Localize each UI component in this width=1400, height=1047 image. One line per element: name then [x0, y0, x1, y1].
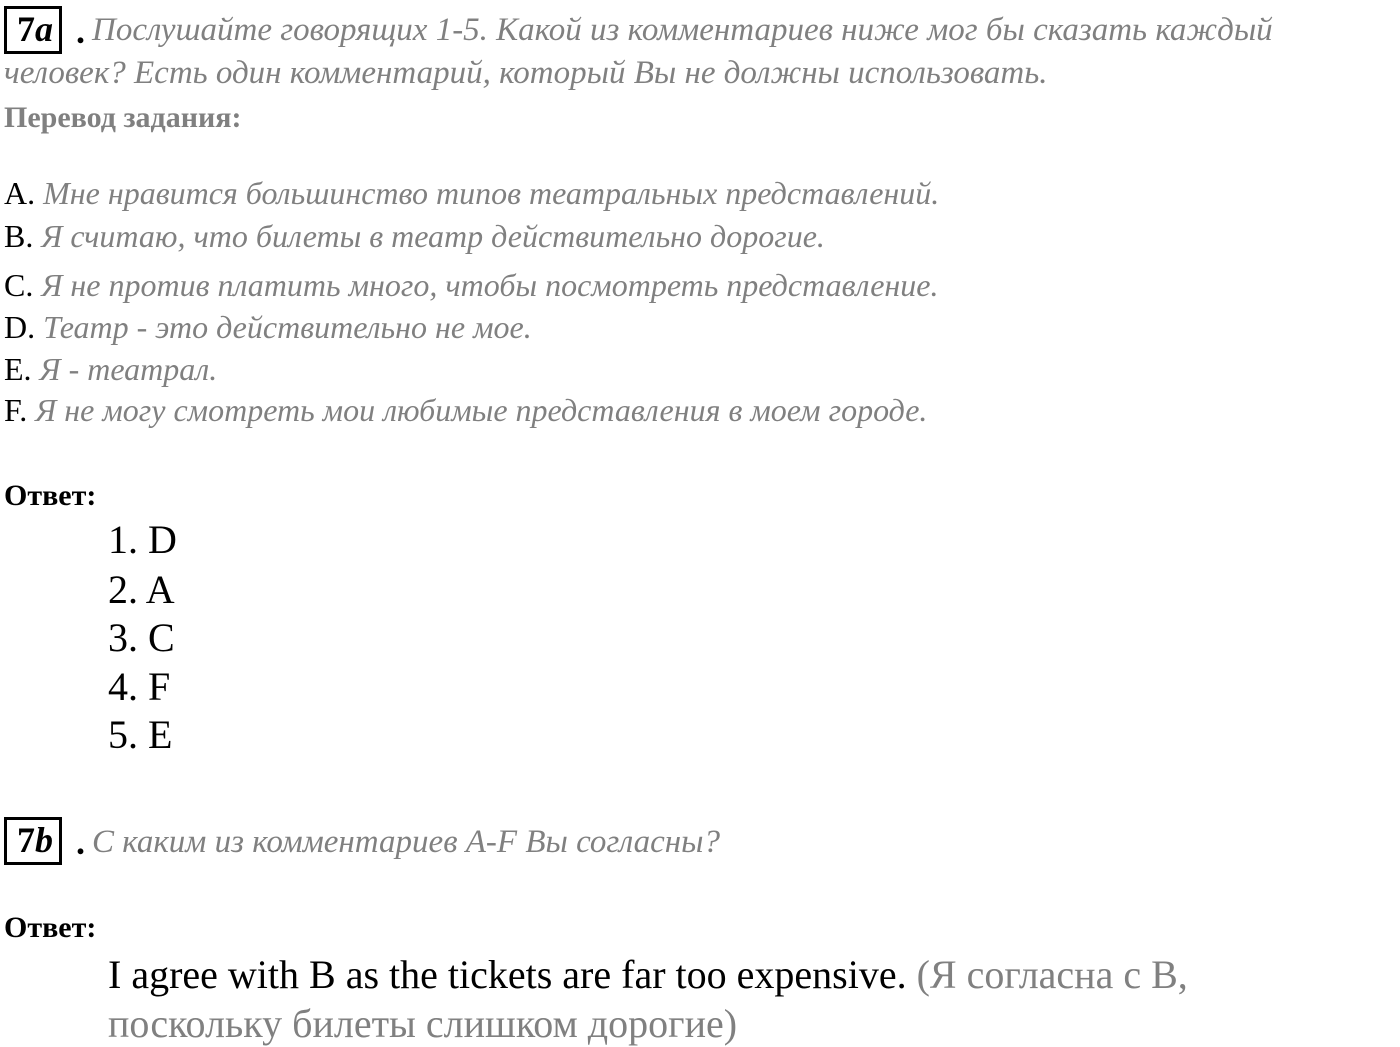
- answer-label-7b: Ответ:: [4, 911, 97, 944]
- option-letter: C.: [4, 267, 34, 303]
- exercise-7b-number-box: [4, 817, 62, 865]
- option-text: Театр - это действительно не мое.: [43, 309, 532, 345]
- answer-7b-english: I agree with B as the tickets are far too expensive.: [108, 952, 907, 997]
- answer-7b-line1: [108, 951, 1188, 998]
- answer-item-2: 2. A: [108, 567, 175, 612]
- option-text: Я не против платить много, чтобы посмотреть представление.: [41, 267, 939, 303]
- answer-item-1: 1. D: [108, 517, 177, 562]
- option-text: Я считаю, что билеты в театр действительно дорогие.: [41, 218, 825, 254]
- option-letter: E.: [4, 351, 32, 387]
- exercise-7b-instruction: С каким из комментариев A-F Вы согласны?: [92, 824, 720, 860]
- exercise-7a-instruction-line1: Послушайте говорящих 1-5. Какой из комментариев ниже мог бы сказать каждый: [92, 12, 1273, 48]
- exercise-7b-letter: b: [35, 820, 53, 860]
- exercise-7b-number: 7: [17, 820, 35, 860]
- option-letter: D.: [4, 309, 36, 345]
- option-letter: A.: [4, 175, 36, 211]
- translation-heading: Перевод задания:: [4, 101, 242, 134]
- option-letter: B.: [4, 218, 34, 254]
- answer-item-4: 4. F: [108, 664, 171, 709]
- exercise-7a-letter: a: [35, 9, 53, 49]
- option-d: [4, 309, 532, 346]
- exercise-7b-dot: .: [76, 822, 85, 862]
- option-a: [4, 175, 939, 212]
- option-text: Я не могу смотреть мои любимые представления в моем городе.: [35, 392, 928, 428]
- exercise-7a-number: 7: [17, 9, 35, 49]
- answer-7b-russian-part1: (Я согласна с B,: [916, 952, 1188, 997]
- exercise-7a-instruction-line2: человек? Есть один комментарий, который Вы не должны использовать.: [4, 55, 1048, 91]
- option-f: [4, 392, 927, 429]
- answer-item-5: 5. E: [108, 712, 173, 757]
- answer-item-3: 3. C: [108, 615, 175, 660]
- answer-7b-russian-part2: поскольку билеты слишком дорогие): [108, 1001, 738, 1046]
- option-text: Мне нравится большинство типов театральных представлений.: [43, 175, 940, 211]
- option-letter: F.: [4, 392, 28, 428]
- option-b: [4, 218, 825, 255]
- answer-label-7a: Ответ:: [4, 479, 97, 512]
- option-text: Я - театрал.: [39, 351, 218, 387]
- option-e: [4, 351, 217, 388]
- exercise-7a-dot: .: [76, 11, 85, 51]
- option-c: [4, 267, 938, 304]
- exercise-7a-number-box: [4, 6, 62, 54]
